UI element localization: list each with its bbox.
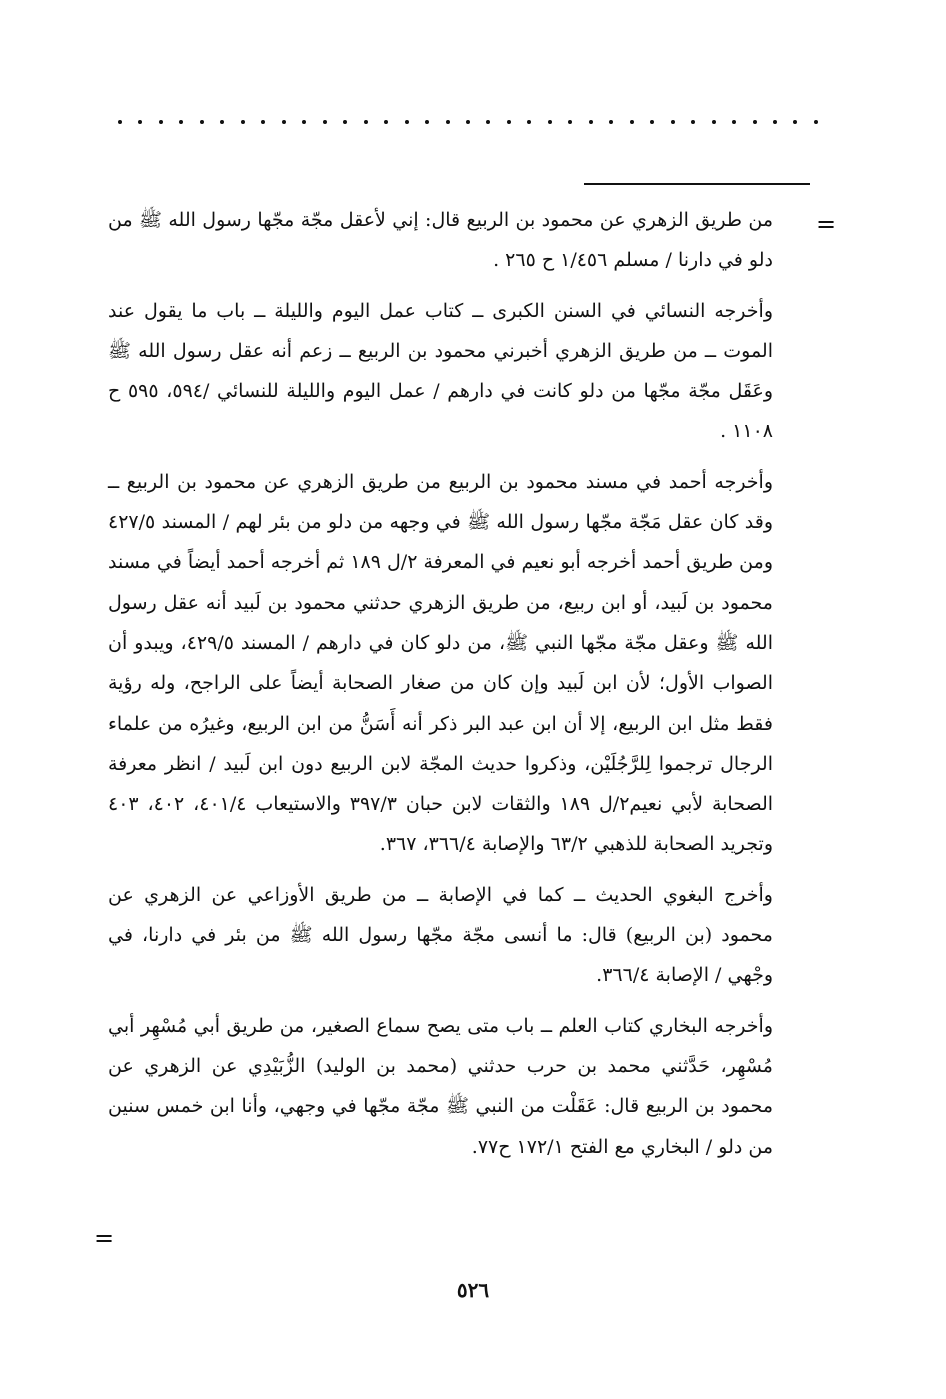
separator-dot xyxy=(446,120,450,124)
separator-dot xyxy=(486,120,490,124)
separator-dot xyxy=(323,120,327,124)
separator-dot xyxy=(466,120,470,124)
separator-dot xyxy=(753,120,757,124)
separator-dot xyxy=(343,120,347,124)
separator-dot xyxy=(220,120,224,124)
separator-dot xyxy=(793,120,797,124)
separator-dot xyxy=(732,120,736,124)
separator-dot xyxy=(630,120,634,124)
continuation-mark-bottom: = xyxy=(94,1224,115,1252)
separator-dot xyxy=(138,120,142,124)
separator-dot xyxy=(671,120,675,124)
separator-dot xyxy=(384,120,388,124)
separator-dot xyxy=(405,120,409,124)
separator-dot xyxy=(241,120,245,124)
separator-dot xyxy=(712,120,716,124)
separator-dot xyxy=(282,120,286,124)
separator-dot xyxy=(650,120,654,124)
separator-dot xyxy=(364,120,368,124)
separator-dot xyxy=(691,120,695,124)
footnote-body xyxy=(108,200,773,1177)
separator-dot xyxy=(568,120,572,124)
separator-dot xyxy=(527,120,531,124)
footnote-rule xyxy=(584,183,810,185)
separator-dot xyxy=(589,120,593,124)
separator-dot xyxy=(609,120,613,124)
separator-dot xyxy=(425,120,429,124)
separator-dot xyxy=(814,120,818,124)
separator-dot xyxy=(507,120,511,124)
footnote-paragraph: وأخرجه النسائي في السنن الكبرى ــ كتاب عمل اليوم والليلة ــ باب ما يقول عند الموت ــ من طريق الزهري أخبرني محمود بن الربيع ــ زعم أنه عقل رسول الله ﷺ وعَقَل مجّة مجّها من دلو كانت في دارهم / عمل اليوم والليلة للنسائي /٥٩٤، ٥٩٥ ح ١١٠٨ . xyxy=(108,299,773,443)
separator-dot xyxy=(302,120,306,124)
separator-dot xyxy=(261,120,265,124)
dotted-separator xyxy=(118,112,818,132)
page-number: ٥٢٦ xyxy=(456,1278,490,1302)
footnote-paragraph: وأخرج البغوي الحديث ــ كما في الإصابة ــ من طريق الأوزاعي عن الزهري عن محمود (بن الربيع) قال: ما أنسى مجّة مجّها رسول الله ﷺ من بئر في دارنا، في وجْهي / الإصابة ٣٦٦/٤. xyxy=(108,883,773,987)
separator-dot xyxy=(118,120,122,124)
footnote-paragraph: وأخرجه أحمد في مسند محمود بن الربيع من طريق الزهري عن محمود بن الربيع ــ وقد كان عقل مَجّة مجّها رسول الله ﷺ في وجهه من دلو من بئر لهم / المسند ٤٢٧/٥ ومن طريق أحمد أخرجه أبو نعيم في المعرفة ٢/ل ١٨٩ ثم أخرجه أحمد أيضاً في مسند محمود بن لَبيد، أو ابن ربيع، من طريق الزهري حدثني محمود بن لَبيد أنه عقل رسول الله ﷺ وعقل مجّة مجّها النبي ﷺ، من دلو كان في دارهم / المسند ٤٢٩/٥، ويبدو أن الصواب الأول؛ لأن ابن لَبيد وإن كان من صغار الصحابة أيضاً على الراجح، وله رؤية فقط مثل ابن الربيع، إلا أن ابن عبد البر ذكر أنه أَسَنُّ من ابن الربيع، وغيرُه من علماء الرجال ترجموا لِلرَّجُلَيْن، وذكروا حديث المجّة لابن الربيع دون ابن لَبيد / انظر معرفة الصحابة لأبي نعيم٢/ل ١٨٩ والثقات لابن حبان ٣٩٧/٣ والاستيعاب ٤٠١/٤، ٤٠٢، ٤٠٣ وتجريد الصحابة للذهبي ٦٣/٢ والإصابة ٣٦٦/٤، ٣٦٧. xyxy=(108,470,774,856)
separator-dot xyxy=(548,120,552,124)
footnote-paragraph: وأخرجه البخاري كتاب العلم ــ باب متى يصح سماع الصغير، من طريق أبي مُسْهِر أبي مُسْهِر، حَدَّثني محمد بن حرب حدثني (محمد بن الوليد) الزُّبَيْدِي عن الزهري عن محمود بن الربيع قال: عَقَلْت من النبي ﷺ مجّة مجّها في وجهي، وأنا ابن خمس سنين من دلو / البخاري مع الفتح ١٧٢/١ ح٧٧. xyxy=(108,1014,773,1158)
separator-dot xyxy=(159,120,163,124)
separator-dot xyxy=(179,120,183,124)
continuation-mark-top: = xyxy=(816,210,837,238)
footnote-paragraph: من طريق الزهري عن محمود بن الربيع قال: إني لأعقل مجّة مجّها رسول الله ﷺ من دلو في دارنا / مسلم ١/٤٥٦ ح ٢٦٥ . xyxy=(108,209,773,272)
separator-dot xyxy=(773,120,777,124)
separator-dot xyxy=(200,120,204,124)
